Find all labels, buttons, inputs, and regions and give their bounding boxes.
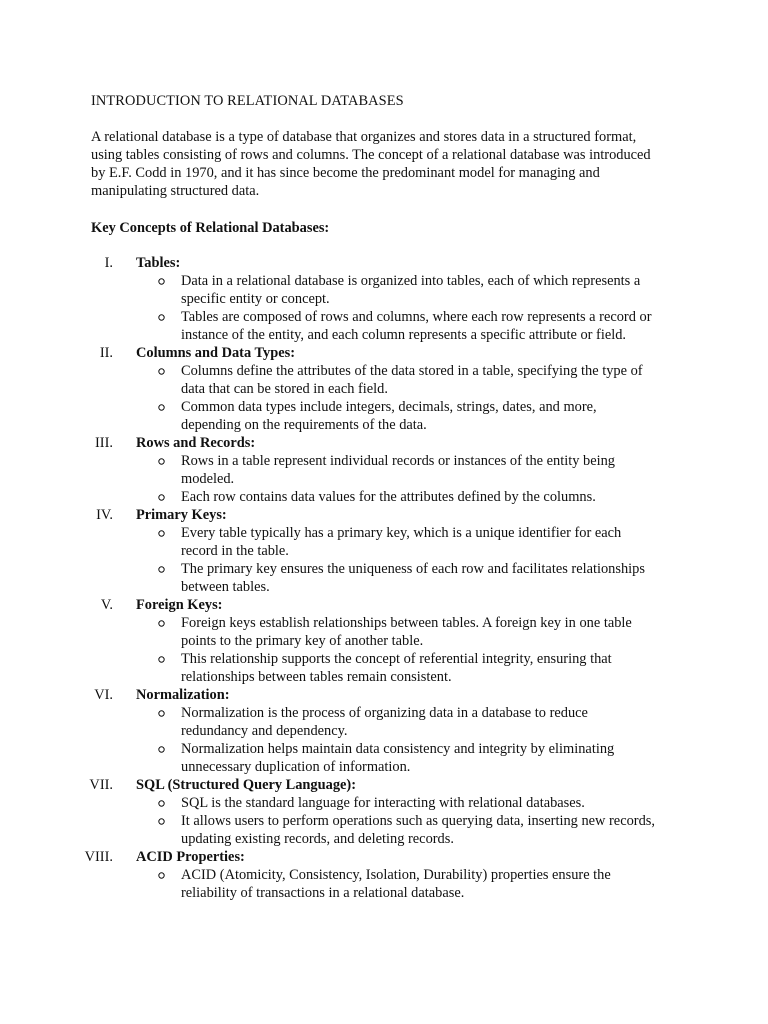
hollow-circle-bullet-icon: [158, 524, 168, 542]
bullet-text: [181, 488, 768, 506]
bullet-line: redundancy and dependency.: [181, 723, 348, 739]
bullet-text: [181, 812, 768, 848]
concept-heading: [0, 686, 768, 704]
roman-numeral: II.: [99, 345, 113, 361]
roman-numeral: VIII.: [84, 849, 113, 865]
bullet-line: ACID (Atomicity, Consistency, Isolation, Durability) properties ensure the: [181, 867, 611, 883]
bullet-line: This relationship supports the concept of referential integrity, ensuring that: [181, 651, 612, 667]
bullet-text: [181, 524, 768, 560]
bullet-item: [0, 452, 768, 488]
bullet-item: [0, 560, 768, 596]
concept-title: Columns and Data Types:: [136, 345, 295, 361]
hollow-circle-bullet-icon: [158, 398, 168, 416]
bullet-line: Common data types include integers, decimals, strings, dates, and more,: [181, 399, 597, 415]
concept-item: [0, 254, 768, 344]
bullet-line: Foreign keys establish relationships between tables. A foreign key in one table: [181, 615, 632, 631]
concept-item: [0, 434, 768, 506]
hollow-circle-bullet-icon: [158, 866, 168, 884]
concept-heading: [0, 848, 768, 866]
concept-heading: [0, 434, 768, 452]
roman-numeral: IV.: [96, 507, 113, 523]
concept-title: Rows and Records:: [136, 435, 256, 451]
concept-title: Normalization:: [136, 687, 230, 703]
bullet-line: Normalization is the process of organizing data in a database to reduce: [181, 705, 588, 721]
bullet-text: [181, 650, 768, 686]
bullet-item: [0, 740, 768, 776]
bullet-line: Data in a relational database is organized into tables, each of which represents a: [181, 273, 641, 289]
bullet-item: [0, 812, 768, 848]
hollow-circle-bullet-icon: [158, 614, 168, 632]
concept-title: ACID Properties:: [136, 849, 245, 865]
bullet-item: [0, 488, 768, 506]
intro-line: using tables consisting of rows and columns. The concept of a relational database was introduced: [91, 147, 651, 163]
roman-numeral: VI.: [94, 687, 113, 703]
bullet-item: [0, 614, 768, 650]
intro-line: by E.F. Codd in 1970, and it has since become the predominant model for managing and: [91, 165, 600, 181]
bullet-text: [181, 272, 768, 308]
hollow-circle-bullet-icon: [158, 488, 168, 506]
hollow-circle-bullet-icon: [158, 308, 168, 326]
concept-title: Foreign Keys:: [136, 597, 223, 613]
bullet-line: record in the table.: [181, 543, 289, 559]
bullet-line: Every table typically has a primary key, which is a unique identifier for each: [181, 525, 622, 541]
hollow-circle-bullet-icon: [158, 812, 168, 830]
bullet-line: instance of the entity, and each column represents a specific attribute or field.: [181, 327, 626, 343]
roman-numeral: VII.: [89, 777, 113, 793]
bullet-list: [0, 794, 768, 848]
hollow-circle-bullet-icon: [158, 272, 168, 290]
hollow-circle-bullet-icon: [158, 704, 168, 722]
bullet-line: specific entity or concept.: [181, 291, 330, 307]
bullet-text: [181, 614, 768, 650]
roman-numeral: V.: [100, 597, 113, 613]
bullet-item: [0, 704, 768, 740]
bullet-line: Columns define the attributes of the data stored in a table, specifying the type of: [181, 363, 643, 379]
bullet-text: [181, 560, 768, 596]
bullet-item: [0, 308, 768, 344]
bullet-line: updating existing records, and deleting records.: [181, 831, 454, 847]
concept-heading: [0, 506, 768, 524]
hollow-circle-bullet-icon: [158, 452, 168, 470]
concept-item: [0, 686, 768, 776]
bullet-item: [0, 398, 768, 434]
hollow-circle-bullet-icon: [158, 650, 168, 668]
intro-line: manipulating structured data.: [91, 183, 260, 199]
bullet-text: [181, 398, 768, 434]
bullet-text: [181, 704, 768, 740]
bullet-item: [0, 362, 768, 398]
section-heading: Key Concepts of Relational Databases:: [91, 220, 330, 236]
roman-numeral: I.: [104, 255, 113, 271]
bullet-list: [0, 866, 768, 902]
concept-item: [0, 848, 768, 902]
bullet-list: [0, 452, 768, 506]
bullet-list: [0, 272, 768, 344]
bullet-line: reliability of transactions in a relational database.: [181, 885, 465, 901]
bullet-line: points to the primary key of another table.: [181, 633, 424, 649]
bullet-line: Normalization helps maintain data consistency and integrity by eliminating: [181, 741, 615, 757]
hollow-circle-bullet-icon: [158, 740, 168, 758]
bullet-line: Each row contains data values for the attributes defined by the columns.: [181, 489, 596, 505]
bullet-line: between tables.: [181, 579, 270, 595]
concept-heading: [0, 596, 768, 614]
concept-title: Tables:: [136, 255, 181, 271]
concept-heading: [0, 776, 768, 794]
bullet-list: [0, 362, 768, 434]
bullet-line: The primary key ensures the uniqueness of each row and facilitates relationships: [181, 561, 645, 577]
page-title: INTRODUCTION TO RELATIONAL DATABASES: [91, 93, 404, 109]
bullet-list: [0, 614, 768, 686]
bullet-item: [0, 524, 768, 560]
bullet-item: [0, 794, 768, 812]
bullet-line: unnecessary duplication of information.: [181, 759, 411, 775]
intro-paragraph: [91, 128, 691, 200]
concept-item: [0, 506, 768, 596]
bullet-line: It allows users to perform operations such as querying data, inserting new records,: [181, 813, 655, 829]
bullet-text: [181, 452, 768, 488]
bullet-text: [181, 794, 768, 812]
bullet-line: data that can be stored in each field.: [181, 381, 388, 397]
bullet-item: [0, 866, 768, 902]
bullet-item: [0, 650, 768, 686]
hollow-circle-bullet-icon: [158, 560, 168, 578]
bullet-line: modeled.: [181, 471, 235, 487]
bullet-text: [181, 308, 768, 344]
key-concepts-list: [0, 254, 768, 902]
bullet-line: relationships between tables remain consistent.: [181, 669, 452, 685]
bullet-text: [181, 740, 768, 776]
bullet-line: depending on the requirements of the data.: [181, 417, 427, 433]
bullet-text: [181, 866, 768, 902]
bullet-list: [0, 704, 768, 776]
roman-numeral: III.: [95, 435, 113, 451]
hollow-circle-bullet-icon: [158, 362, 168, 380]
hollow-circle-bullet-icon: [158, 794, 168, 812]
bullet-line: SQL is the standard language for interacting with relational databases.: [181, 795, 585, 811]
bullet-list: [0, 524, 768, 596]
concept-item: [0, 776, 768, 848]
bullet-line: Tables are composed of rows and columns, where each row represents a record or: [181, 309, 652, 325]
concept-title: Primary Keys:: [136, 507, 227, 523]
intro-line: A relational database is a type of database that organizes and stores data in a structured format,: [91, 129, 637, 145]
concept-item: [0, 344, 768, 434]
concept-title: SQL (Structured Query Language):: [136, 777, 356, 793]
concept-heading: [0, 344, 768, 362]
bullet-item: [0, 272, 768, 308]
bullet-line: Rows in a table represent individual records or instances of the entity being: [181, 453, 615, 469]
bullet-text: [181, 362, 768, 398]
concept-item: [0, 596, 768, 686]
concept-heading: [0, 254, 768, 272]
